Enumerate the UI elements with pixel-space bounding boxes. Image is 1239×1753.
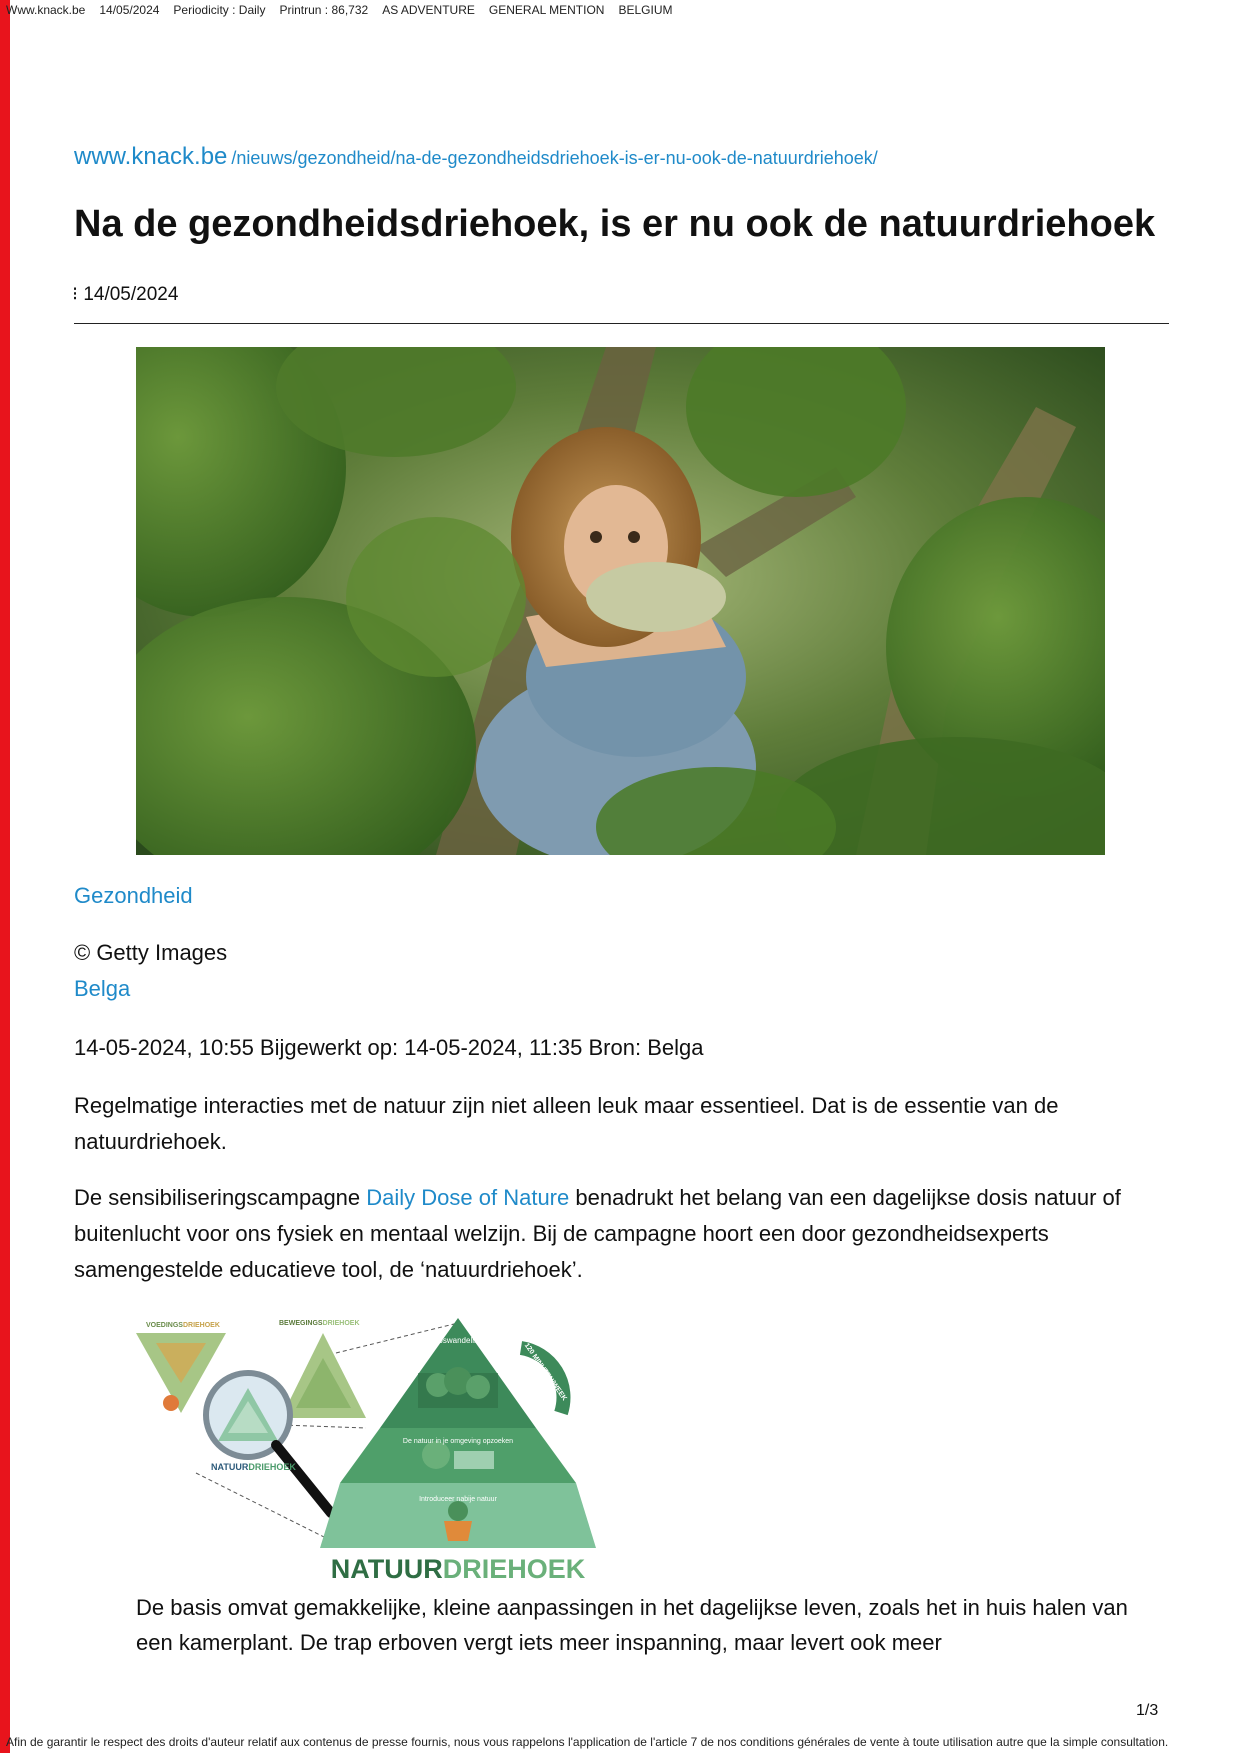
left-red-bar xyxy=(0,0,10,1753)
svg-text:NATUURDRIEHOEK xyxy=(211,1462,296,1472)
meta-source: Www.knack.be xyxy=(6,3,86,17)
article-meta: 14-05-2024, 10:55 Bijgewerkt op: 14-05-2024, 11:35 Bron: Belga xyxy=(74,1035,704,1060)
hero-photo xyxy=(136,347,1105,855)
press-meta-header xyxy=(6,3,686,17)
meta-country: BELGIUM xyxy=(618,3,673,17)
paragraph-text: benadrukt het belang van een dagelijkse dosis natuur of buitenlucht voor ons fysiek en mentaal welzijn. Bij de campagne hoort een door gezondheidsexperts samengestelde educatieve tool, de ‘natuurdriehoek’. xyxy=(74,1185,1121,1282)
svg-text:BEWEGINGSDRIEHOEK xyxy=(279,1320,360,1327)
paragraph-campaign xyxy=(74,1180,1174,1288)
photo-credit: © Getty Images xyxy=(74,940,228,965)
date-marker: ⁝ xyxy=(72,284,79,305)
article-title: Na de gezondheidsdriehoek, is er nu ook de natuurdriehoek xyxy=(74,203,1156,245)
divider xyxy=(74,323,1169,324)
paragraph-intro: Regelmatige interacties met de natuur zijn niet alleen leuk maar essentieel. Dat is de essentie van de natuurdriehoek. xyxy=(74,1093,1059,1154)
title-natuur: NATUUR xyxy=(330,1554,443,1583)
bewegings-label-a: BEWEGINGS xyxy=(279,1320,323,1327)
agency-link[interactable]: Belga xyxy=(74,976,131,1001)
voedings-label-b: DRIEHOEK xyxy=(182,1322,220,1329)
paragraph-basis: De basis omvat gemakkelijke, kleine aanpassingen in het dagelijkse leven, zoals het in huis halen van een kamerplant. De trap erboven vergt iets meer inspanning, maar levert ook meer xyxy=(136,1595,1128,1655)
tier1-label: Boswandeling xyxy=(433,1336,483,1345)
page-number: 1/3 xyxy=(1136,1702,1159,1719)
meta-mention: GENERAL MENTION xyxy=(488,3,605,17)
svg-text:NATUURDRIEHOEK xyxy=(331,1554,586,1583)
svg-text:VOEDINGSDRIEHOEK xyxy=(146,1322,220,1329)
meta-date: 14/05/2024 xyxy=(99,3,160,17)
paragraph-text: De sensibiliseringscampagne xyxy=(74,1185,367,1210)
url-path[interactable]: /nieuws/gezondheid/na-de-gezondheidsdriehoek-is-er-nu-ook-de-natuurdriehoek/ xyxy=(231,148,878,168)
natuurdriehoek-infographic xyxy=(136,1303,606,1583)
article-date-line xyxy=(72,283,178,306)
article-date: 14/05/2024 xyxy=(83,284,179,305)
title-driehoek: DRIEHOEK xyxy=(442,1554,586,1583)
voedings-label-a: VOEDINGS xyxy=(146,1322,183,1329)
category-link[interactable]: Gezondheid xyxy=(74,883,193,908)
article-url[interactable] xyxy=(74,143,878,171)
small-natuur-label-a: NATUUR xyxy=(211,1462,249,1472)
minutes-label: 120 MINUTEN/WEEK xyxy=(522,1342,568,1403)
daily-dose-link[interactable]: Daily Dose of Nature xyxy=(366,1185,570,1210)
tier3-label: Introduceer nabije natuur xyxy=(419,1496,497,1503)
meta-printrun: Printrun : 86,732 xyxy=(279,3,369,17)
url-domain[interactable]: www.knack.be xyxy=(74,143,228,170)
bewegings-label-b: DRIEHOEK xyxy=(322,1320,360,1327)
meta-periodicity: Periodicity : Daily xyxy=(173,3,266,17)
tier2-label: De natuur in je omgeving opzoeken xyxy=(402,1438,514,1445)
copyright-footer: Afin de garantir le respect des droits d'auteur relatif aux contenus de presse fournis, nous vous rappelons l'application de l'article 7 de nos conditions générales de vente à toute utilisation autre que la simple consultation. xyxy=(6,1735,1169,1749)
small-natuur-label-b: DRIEHOEK xyxy=(248,1462,296,1472)
meta-client: AS ADVENTURE xyxy=(382,3,475,17)
